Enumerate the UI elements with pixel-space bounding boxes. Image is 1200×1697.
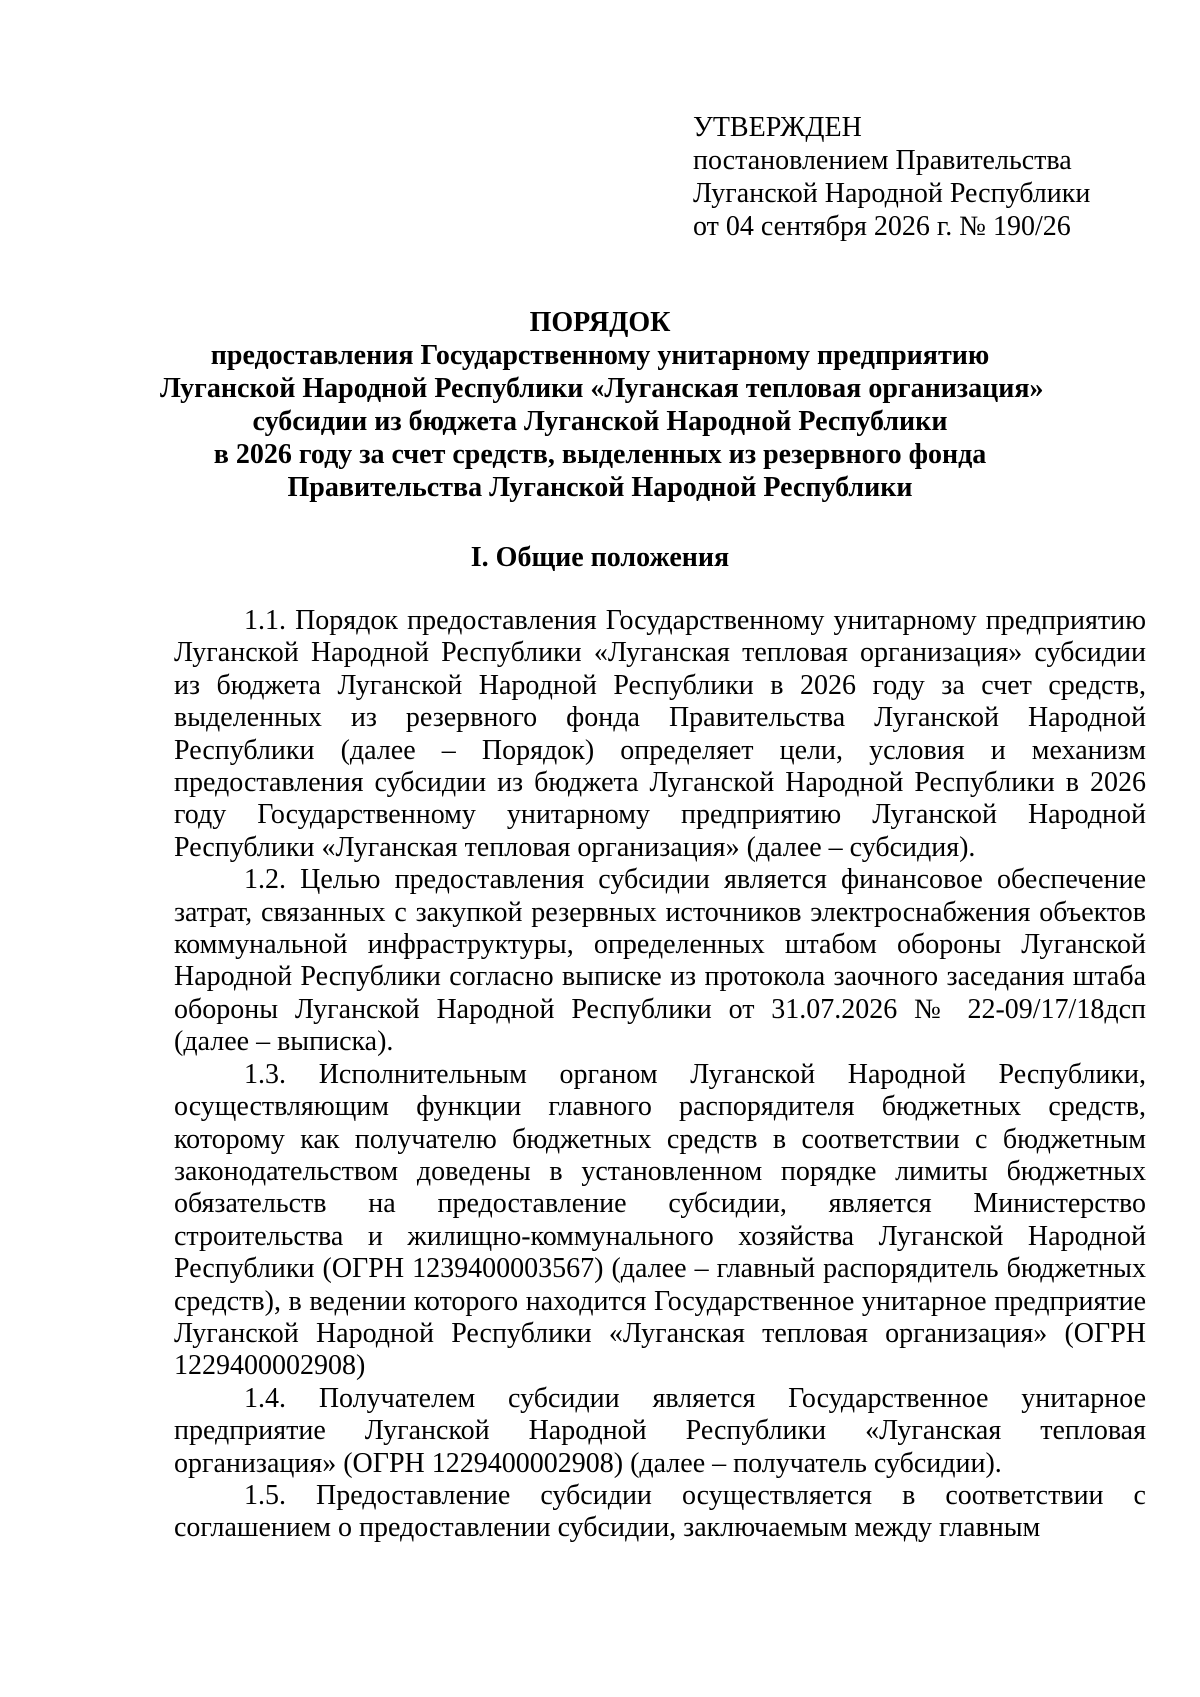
document-title [160, 306, 1044, 504]
approval-basis: постановлением Правительства [693, 145, 1072, 176]
approval-authority: Луганской Народной Республики [693, 178, 1091, 209]
paragraph-1-1: 1.1. Порядок предоставления Государственному унитарному предприятию Луганской Народной Республики «Луганская тепловая организация» субсидии из бюджета Луганской Народной Республики в 2026 году за счет средств, выделенных из резервного фонда Правительства Луганской Народной Республики (далее – Порядок) определяет цели, условия и механизм предоставления субсидии из бюджета Луганской Народной Республики в 2026 году Государственному унитарному предприятию Луганской Народной Республики «Луганская тепловая организация» (далее – субсидия). [174, 605, 1146, 863]
approval-stamp [693, 111, 1173, 243]
title-heading: ПОРЯДОК [529, 307, 671, 338]
paragraph-1-4: 1.4. Получателем субсидии является Государственное унитарное предприятие Луганской Народной Республики «Луганская тепловая организация» (ОГРН 1229400002908) (далее – получатель субсидии). [174, 1382, 1146, 1479]
title-line: в 2026 году за счет средств, выделенных из резервного фонда [213, 439, 987, 470]
paragraph-1-2: 1.2. Целью предоставления субсидии является финансовое обеспечение затрат, связанных с закупкой резервных источников электроснабжения объектов коммунальной инфраструктуры, определенных штабом обороны Луганской Народной Республики согласно выписке из протокола заочного заседания штаба обороны Луганской Народной Республики от 31.07.2026 № 22-09/17/18дсп (далее – выписка). [174, 864, 1146, 1058]
title-line: субсидии из бюджета Луганской Народной Республики [252, 406, 948, 437]
section-heading: I. Общие положения [470, 542, 730, 573]
approval-status: УТВЕРЖДЕН [693, 112, 862, 143]
title-line: Луганской Народной Республики «Луганская тепловая организация» [160, 373, 1044, 404]
approval-date-number: от 04 сентября 2026 г. № 190/26 [693, 211, 1071, 242]
paragraph-1-3: 1.3. Исполнительным органом Луганской Народной Республики, осуществляющим функции главного распорядителя бюджетных средств, которому как получателю бюджетных средств в соответствии с бюджетным законодательством доведены в установленном порядке лимиты бюджетных обязательств на предоставление субсидии, является Министерство строительства и жилищно-коммунального хозяйства Луганской Народной Республики (ОГРН 1239400003567) (далее – главный распорядитель бюджетных средств), в ведении которого находится Государственное унитарное предприятие Луганской Народной Республики «Луганская тепловая организация» (ОГРН 1229400002908) [174, 1058, 1146, 1382]
document-body [174, 605, 1146, 1545]
title-line: Правительства Луганской Народной Республики [287, 472, 913, 503]
title-line: предоставления Государственному унитарному предприятию [210, 340, 990, 371]
paragraph-1-5: 1.5. Предоставление субсидии осуществляется в соответствии с соглашением о предоставлении субсидии, заключаемым между главным [174, 1479, 1146, 1544]
